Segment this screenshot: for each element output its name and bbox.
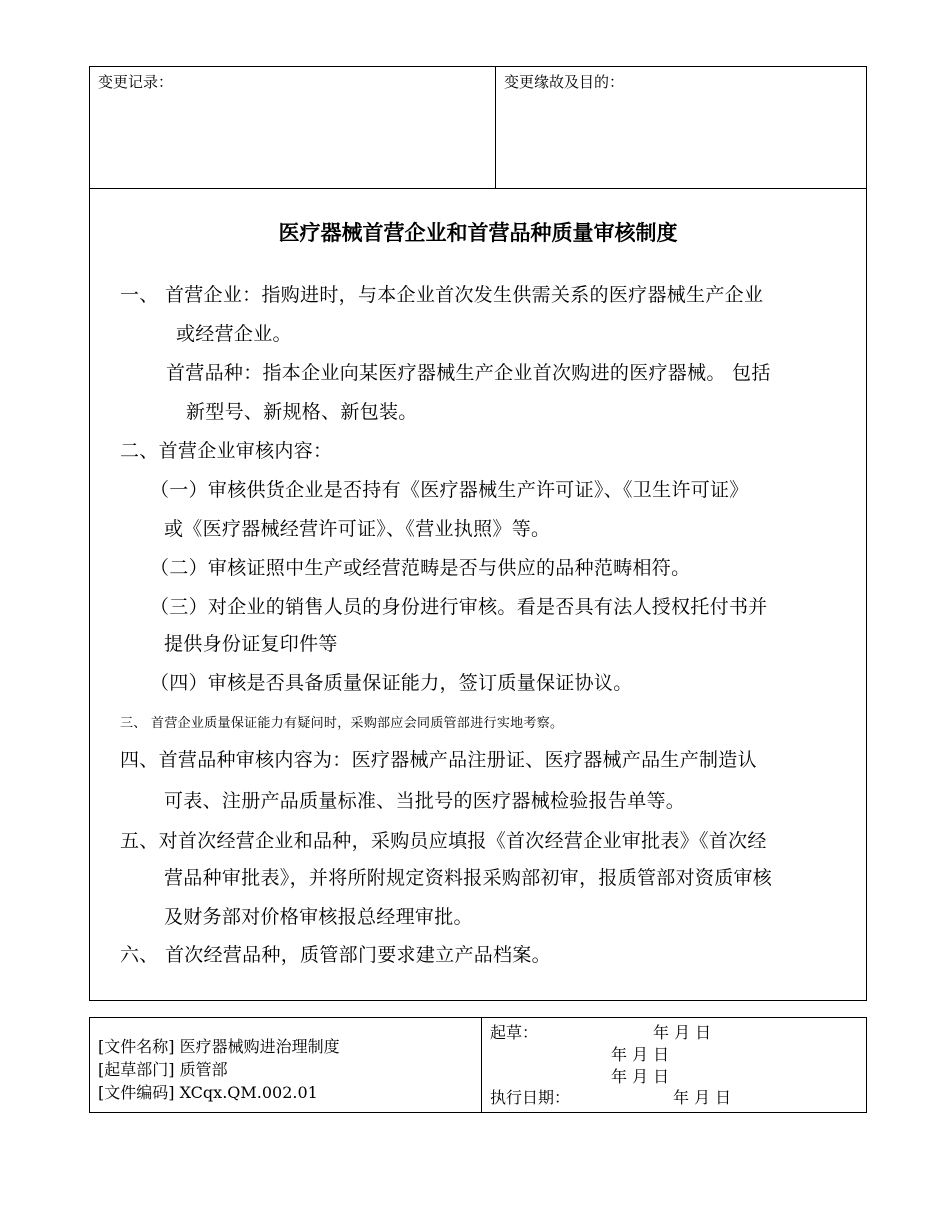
section-1-line-2: 或经营企业。 [176,323,292,345]
section-6: 六、 首次经营品种，质管部门要求建立产品档案。 [120,944,551,966]
section-2-item-1-line-1: （一）审核供货企业是否持有《医疗器械生产许可证》、《卫生许可证》 [150,479,749,501]
section-5-line-2: 营品种审批表》，并将所附规定资料报采购部初审，报质管部对资质审核 [164,867,773,889]
change-record-row [90,67,866,189]
section-4-line-1: 四、首营品种审核内容为：医疗器械产品注册证、医疗器械产品生产制造认 [120,749,757,771]
review-date: 年 月 日 [611,1045,670,1064]
execution-date-label: 执行日期： [490,1088,571,1107]
change-record-table [89,66,867,1001]
section-2-item-1-line-2: 或《医疗器械经营许可证》、《营业执照》等。 [164,518,551,540]
section-5-line-3: 及财务部对价格审核报总经理审批。 [164,906,473,928]
section-3: 三、 首营企业质量保证能力有疑问时，采购部应会同质管部进行实地考察。 [120,716,564,731]
section-4-line-2: 可表、注册产品质量标准、当批号的医疗器械检验报告单等。 [164,790,686,812]
file-code: [文件编码] XCqx.QM.002.01 [98,1083,318,1102]
change-record-label: 变更记录： [98,73,174,91]
section-1-line-4: 新型号、新规格、新包装。 [186,401,418,423]
section-1-line-1: 一、 首营企业：指购进时，与本企业首次发生供需关系的医疗器械生产企业 [120,284,764,306]
draft-department: [起草部门] 质管部 [98,1060,228,1079]
change-reason-label: 变更缘故及目的： [504,73,625,91]
section-2-item-4: （四）审核是否具备质量保证能力，签订质量保证协议。 [150,672,633,694]
section-2-item-3-line-1: （三）对企业的销售人员的身份进行审核。看是否具有法人授权托付书并 [150,596,768,618]
column-divider [495,67,496,188]
execution-date: 年 月 日 [673,1088,732,1107]
draft-date: 年 月 日 [653,1023,712,1042]
section-5-line-1: 五、对首次经营企业和品种，采购员应填报《首次经营企业审批表》《首次经 [120,830,767,852]
column-divider [481,1018,482,1112]
file-name: [文件名称] 医疗器械购进治理制度 [98,1037,340,1056]
section-2-item-3-line-2: 提供身份证复印件等 [164,633,338,655]
approve-date: 年 月 日 [611,1067,670,1086]
section-2-item-2: （二）审核证照中生产或经营范畴是否与供应的品种范畴相符。 [150,557,691,579]
document-info-table [89,1017,867,1113]
section-2-heading: 二、首营企业审核内容： [120,440,333,462]
draft-label: 起草： [490,1023,539,1042]
document-title: 医疗器械首营企业和首营品种质量审核制度 [278,221,678,245]
section-1-line-3: 首营品种：指本企业向某医疗器械生产企业首次购进的医疗器械。 包括 [166,362,771,384]
